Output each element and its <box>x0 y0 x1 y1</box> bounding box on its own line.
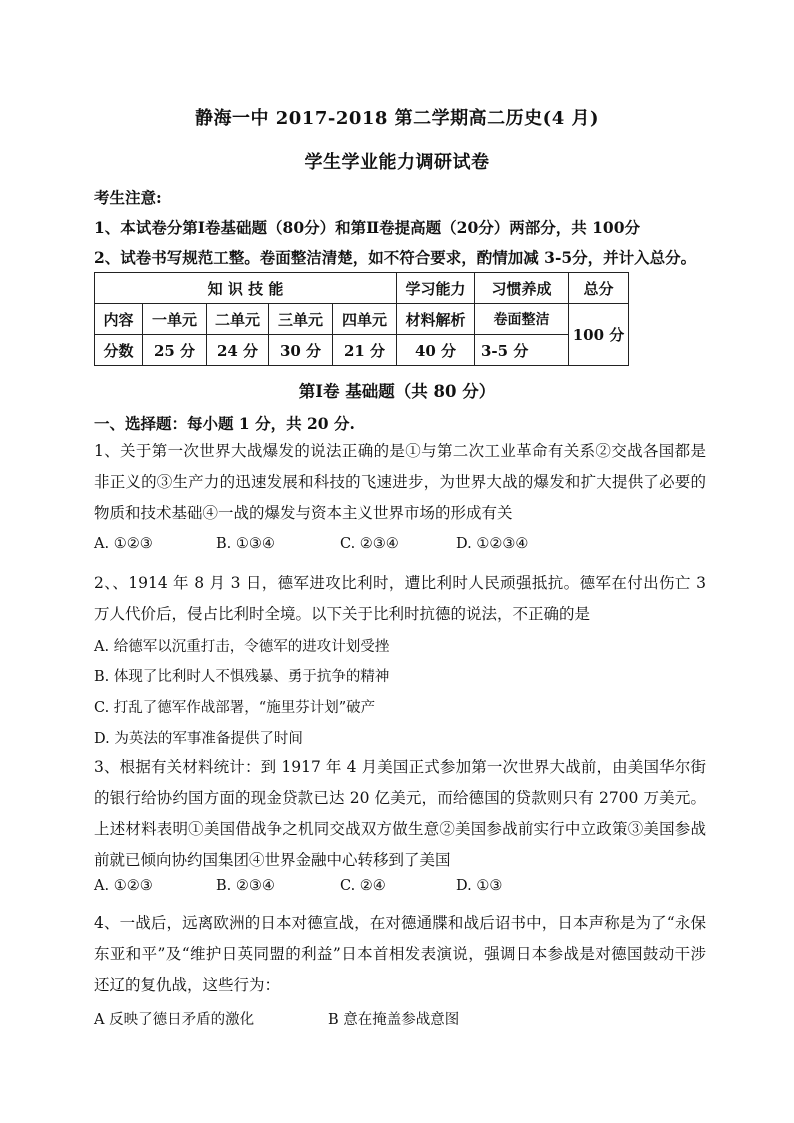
question-2-option-a: A. 给德军以沉重打击，令德军的进攻计划受挫 <box>94 639 390 655</box>
row-label-points: 分数 <box>95 335 143 366</box>
group-total: 总分 <box>569 273 629 304</box>
table-cell: 卷面整洁 <box>475 304 569 335</box>
score-table-points-row <box>95 335 629 366</box>
option-c: C. ②③④ <box>340 536 399 552</box>
group-habit: 习惯养成 <box>475 273 569 304</box>
question-1-stem: 1、关于第一次世界大战爆发的说法正确的是①与第二次工业革命有关系②交战各国都是非正义的③生产力的迅速发展和科技的飞速进步，为世界大战的爆发和扩大提供了必要的物质和技术基础④一战的爆发与资本主义世界市场的形成有关 <box>94 442 706 522</box>
question-3-options <box>94 878 706 902</box>
notes-heading: 考生注意: <box>94 188 162 207</box>
table-cell: 24 分 <box>207 335 269 366</box>
option-d: D. ①③ <box>456 878 503 894</box>
table-cell: 40 分 <box>397 335 475 366</box>
notes-item-2: 2、试卷书写规范工整。卷面整洁清楚，如不符合要求，酌情加减 3-5分，并计入总分。 <box>94 248 697 267</box>
question-2-option-c: C. 打乱了德军作战部署，“施里芬计划”破产 <box>94 700 376 716</box>
notes-item-1: 1、本试卷分第Ⅰ卷基础题（80分）和第Ⅱ卷提高题（20分）两部分，共 100分 <box>94 218 640 237</box>
question-3-stem: 3、根据有关材料统计：到 1917 年 4 月美国正式参加第一次世界大战前，由美国华尔街的银行给协约国方面的现金贷款已达 20 亿美元，而给德国的贷款则只有 2700 万美元。上述材料表明①美国借战争之机同交战双方做生意②美国参战前实行中立政策③美国参战前就已倾向协约国集团④世界金融中心转移到了美国 <box>94 758 706 869</box>
table-cell: 21 分 <box>333 335 397 366</box>
table-cell: 一单元 <box>143 304 207 335</box>
table-cell: 四单元 <box>333 304 397 335</box>
group-learning: 学习能力 <box>397 273 475 304</box>
option-b: B. ②③④ <box>216 878 275 894</box>
table-cell: 3-5 分 <box>475 335 569 366</box>
exam-subtitle: 学生学业能力调研试卷 <box>304 152 490 173</box>
option-d: D. ①②③④ <box>456 536 529 552</box>
table-cell: 30 分 <box>269 335 333 366</box>
table-cell: 二单元 <box>207 304 269 335</box>
question-1-options <box>94 536 706 560</box>
option-b: B. ①③④ <box>216 536 275 552</box>
total-value: 100 分 <box>569 304 629 366</box>
option-c: C. ②④ <box>340 878 386 894</box>
group-knowledge: 知 识 技 能 <box>95 273 397 304</box>
part-heading: 一、选择题：每小题 1 分，共 20 分. <box>94 414 355 433</box>
question-2-stem: 2、、1914 年 8 月 3 日，德军进攻比利时，遭比利时人民顽强抵抗。德军在付出伤亡 3 万人代价后，侵占比利时全境。以下关于比利时抗德的说法，不正确的是 <box>94 574 706 623</box>
exam-title: 静海一中 2017-2018 第二学期高二历史(4 月) <box>194 108 600 129</box>
section-title: 第Ⅰ卷 基础题（共 80 分） <box>298 382 496 401</box>
option-a: A 反映了德日矛盾的激化 <box>94 1012 255 1028</box>
score-table-content-row <box>95 304 629 335</box>
score-table <box>94 272 629 366</box>
question-4-stem: 4、一战后，远离欧洲的日本对德宣战，在对德通牒和战后诏书中，日本声称是为了“永保东亚和平”及“维护日英同盟的利益”日本首相发表演说，强调日本参战是对德国鼓动干涉还辽的复仇战，这些行为： <box>94 914 706 994</box>
row-label-content: 内容 <box>95 304 143 335</box>
table-cell: 25 分 <box>143 335 207 366</box>
question-2-option-b: B. 体现了比利时人不惧残暴、勇于抗争的精神 <box>94 669 390 685</box>
table-cell: 三单元 <box>269 304 333 335</box>
question-4-options <box>94 1008 706 1032</box>
table-cell: 材料解析 <box>397 304 475 335</box>
option-a: A. ①②③ <box>94 878 153 894</box>
question-2-option-d: D. 为英法的军事准备提供了时间 <box>94 731 303 747</box>
option-a: A. ①②③ <box>94 536 153 552</box>
option-b: B 意在掩盖参战意图 <box>328 1012 460 1028</box>
score-table-header-row <box>95 273 629 304</box>
